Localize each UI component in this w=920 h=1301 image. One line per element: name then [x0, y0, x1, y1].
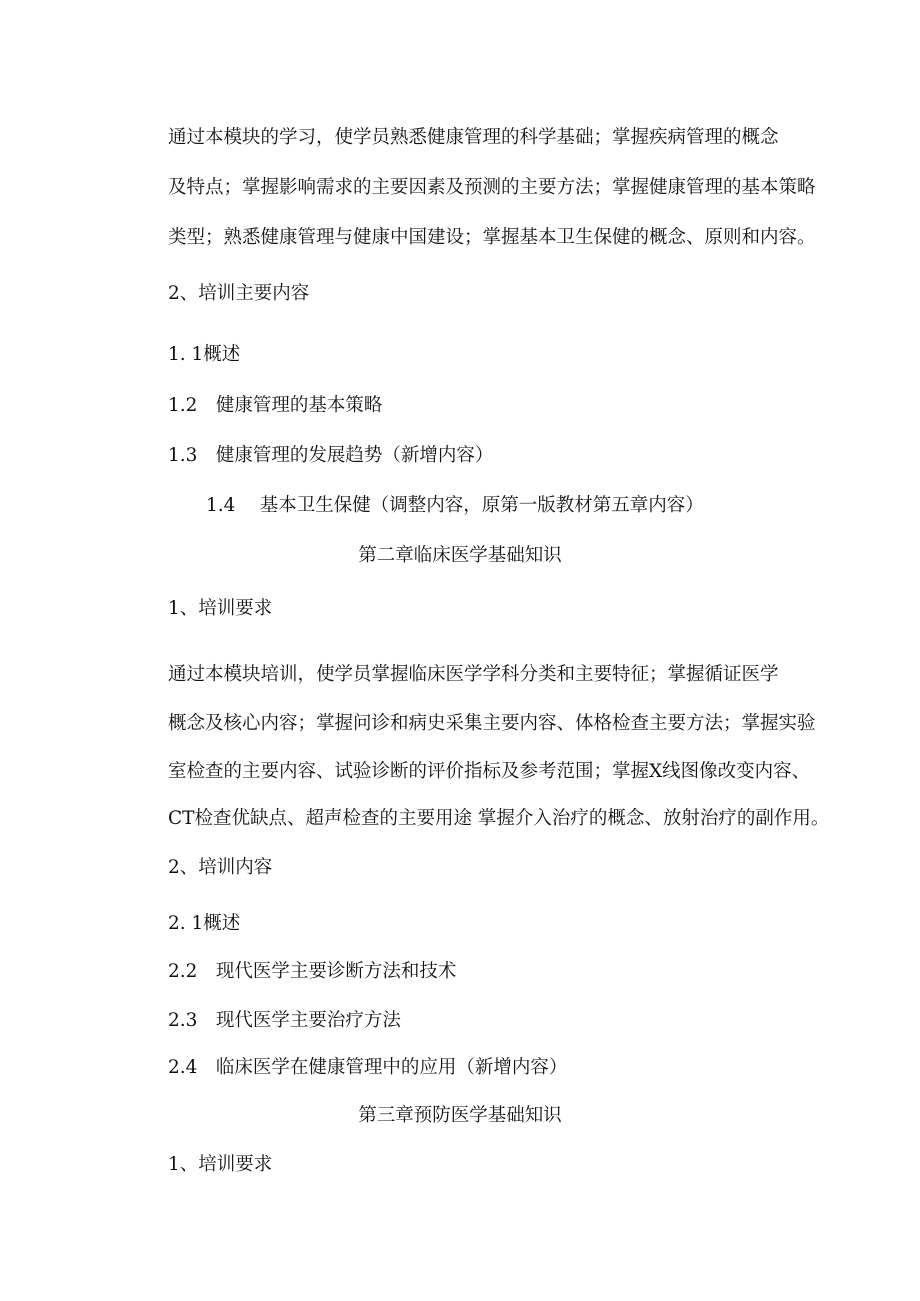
intro-line-1: 通过本模块的学习，使学员熟悉健康管理的科学基础；掌握疾病管理的概念	[168, 127, 779, 148]
chapter2-item-3: 2.3 现代医学主要治疗方法	[168, 1010, 401, 1031]
chapter1-item-1: 1. 1概述	[168, 344, 241, 365]
intro-line-3: 类型；熟悉健康管理与健康中国建设；掌握基本卫生保健的概念、原则和内容。	[168, 227, 816, 248]
intro-line-2: 及特点；掌握影响需求的主要因素及预测的主要方法；掌握健康管理的基本策略	[168, 177, 816, 198]
chapter1-item-2: 1.2 健康管理的基本策略	[168, 395, 383, 416]
chapter3-requirement-heading: 1、培训要求	[168, 1154, 273, 1175]
chapter2-line-2: 概念及核心内容；掌握问诊和病史采集主要内容、体格检查主要方法；掌握实验	[168, 713, 816, 734]
chapter1-content-heading: 2、培训主要内容	[168, 283, 310, 304]
chapter2-line-1: 通过本模块培训，使学员掌握临床医学学科分类和主要特征；掌握循证医学	[168, 664, 779, 685]
chapter2-content-heading: 2、培训内容	[168, 857, 273, 878]
chapter3-title: 第三章预防医学基础知识	[358, 1105, 562, 1126]
chapter2-requirement-heading: 1、培训要求	[168, 598, 273, 619]
chapter2-item-2: 2.2 现代医学主要诊断方法和技术	[168, 961, 457, 982]
chapter2-line-4: CT检查优缺点、超声检查的主要用途 掌握介入治疗的概念、放射治疗的副作用。	[168, 808, 830, 829]
chapter2-line-3: 室检查的主要内容、试验诊断的评价指标及参考范围；掌握X线图像改变内容、	[168, 761, 811, 782]
chapter2-item-1: 2. 1概述	[168, 913, 241, 934]
chapter1-item-3: 1.3 健康管理的发展趋势（新增内容）	[168, 445, 494, 466]
chapter2-title: 第二章临床医学基础知识	[358, 545, 562, 566]
chapter2-item-4: 2.4 临床医学在健康管理中的应用（新增内容）	[168, 1057, 568, 1078]
chapter1-item-4: 1.4 基本卫生保健（调整内容，原第一版教材第五章内容）	[206, 495, 704, 516]
